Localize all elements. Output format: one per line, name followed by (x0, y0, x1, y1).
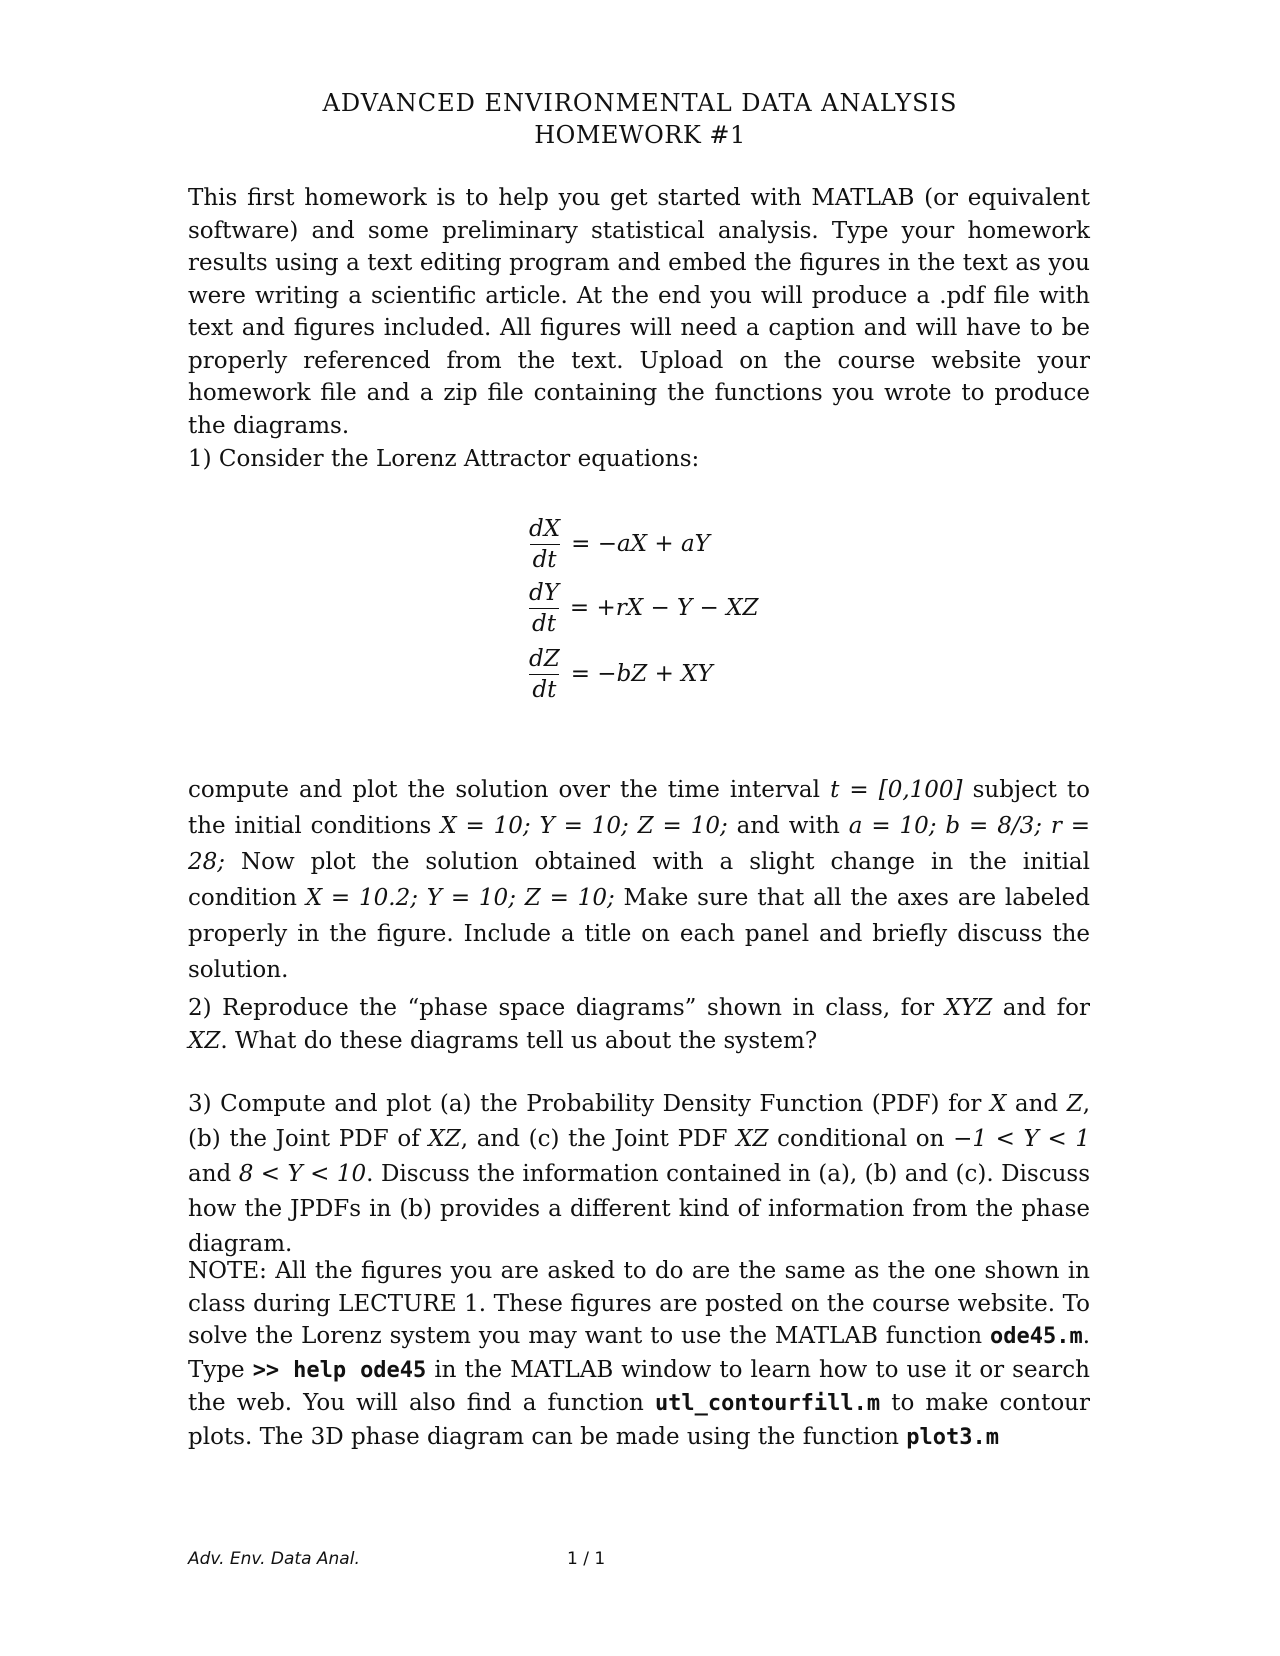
note-text-part: . Type (188, 1323, 1090, 1383)
intro-text: This first homework is to help you get started with MATLAB (or equivalent software) and some preliminary statistical analysis. Type your homework results using a text editing program and embed the figures in the text as you were writing a scientific article. At the end you will produce a .pdf file with text and figures included. All figures will need a caption and will have to be properly referenced from the text. Upload on the course website your homework file and a zip file containing the functions you wrote to produce the diagrams. (188, 185, 1090, 439)
equation-dy-fraction (526, 580, 562, 637)
q1-text-part: Now plot the solution obtained with a slight change in the initial condition (188, 849, 1090, 911)
q3-z: Z (1066, 1091, 1083, 1117)
q3-text-part: conditional on (768, 1126, 954, 1152)
equation-dx-rhs: = −aX + aY (571, 531, 710, 557)
question-2-text (188, 992, 1090, 1057)
q1-text-part: and with (727, 813, 849, 839)
q3-text-part: , (b) the Joint PDF of (188, 1091, 1091, 1152)
code-help-ode45: >> help ode45 (252, 1357, 427, 1383)
question-2 (188, 992, 1090, 1057)
q1-time-interval: t = [0,100] (830, 777, 963, 803)
equation-dx-fraction (526, 516, 563, 573)
q3-text-part: 3) Compute and plot (a) the Probability Density Function (PDF) for (188, 1091, 990, 1117)
document-subtitle: HOMEWORK #1 (534, 121, 746, 149)
intro-paragraph (188, 182, 1090, 442)
q1-text-part: compute and plot the solution over the time interval (188, 777, 831, 803)
footer-page-number: 1 / 1 (567, 1549, 606, 1569)
note-text-part: NOTE: All the figures you are asked to do are the same as the one shown in class during LECTURE 1. These figures are posted on the course website. To solve the Lorenz system you may want to use the MATLAB function (188, 1258, 1090, 1349)
equation-dx (526, 512, 710, 576)
equation-dz (526, 642, 713, 706)
q3-text-part: . Discuss the information contained in (a), (b) and (c). Discuss how the JPDFs in (b) provides a different kind of information from the phase diagram. (188, 1161, 1091, 1257)
q3-x: X (989, 1091, 1007, 1117)
q1-text-part: subject to the initial conditions (188, 777, 1091, 839)
equation-dz-fraction (526, 646, 563, 703)
equation-dy-denominator: dt (529, 608, 559, 637)
note-text-part: in the MATLAB window to learn how to use it or search the web. You will also find a function (188, 1356, 1090, 1416)
q2-text-part: 2) Reproduce the “phase space diagrams” shown in class, for (188, 995, 945, 1021)
q2-xz: XZ (188, 1027, 221, 1054)
q2-text-part: . What do these diagrams tell us about the system? (220, 1027, 818, 1054)
note-text (188, 1255, 1090, 1454)
equation-dy-rhs: = +rX − Y − XZ (569, 595, 759, 621)
footer-course-name: Adv. Env. Data Anal. (188, 1549, 360, 1569)
q3-text-part: , and (c) the Joint PDF (460, 1126, 737, 1152)
code-ode45-m: ode45.m (989, 1324, 1083, 1349)
equation-dz-rhs: = −bZ + XY (570, 661, 713, 687)
q3-condition-2: 8 < Y < 10 (238, 1161, 367, 1187)
equation-dz-numerator: dZ (529, 645, 560, 672)
question-1-text (188, 772, 1090, 988)
question-1-body (188, 772, 1090, 988)
question-3 (188, 1087, 1090, 1262)
q2-text-part: and for (992, 995, 1090, 1021)
question-3-text (188, 1087, 1090, 1262)
q3-xz: XZ (736, 1126, 769, 1152)
equation-dy (526, 576, 758, 640)
q3-xz: XZ (428, 1126, 461, 1152)
code-plot3: plot3.m (906, 1424, 1000, 1450)
q3-text-part: and (1006, 1091, 1067, 1117)
equation-dy-numerator: dY (529, 579, 559, 606)
q3-text-part: and (188, 1161, 239, 1187)
q1-parameters: a = 10; b = 8/3; r = 28; (188, 813, 1090, 875)
note-text-part: to make contour plots. The 3D phase diagram can be made using the function (188, 1390, 1090, 1450)
equation-dx-numerator: dX (529, 515, 561, 542)
note-paragraph (188, 1255, 1090, 1454)
q1-perturbed-conditions: X = 10.2; Y = 10; Z = 10; (305, 885, 615, 911)
question-1-heading: 1) Consider the Lorenz Attractor equations: (188, 446, 700, 472)
q2-xyz: XYZ (944, 995, 993, 1021)
document-title: ADVANCED ENVIRONMENTAL DATA ANALYSIS (322, 89, 958, 117)
equation-dz-denominator: dt (529, 674, 559, 703)
q1-initial-conditions: X = 10; Y = 10; Z = 10; (440, 813, 728, 839)
q3-condition-1: −1 < Y < 1 (953, 1126, 1091, 1152)
equation-dx-denominator: dt (530, 544, 560, 573)
q1-text-part: Make sure that all the axes are labeled properly in the figure. Include a title on each panel and briefly discuss the solution. (188, 885, 1090, 983)
code-utl-contourfill: utl_contourfill.m (654, 1391, 881, 1416)
